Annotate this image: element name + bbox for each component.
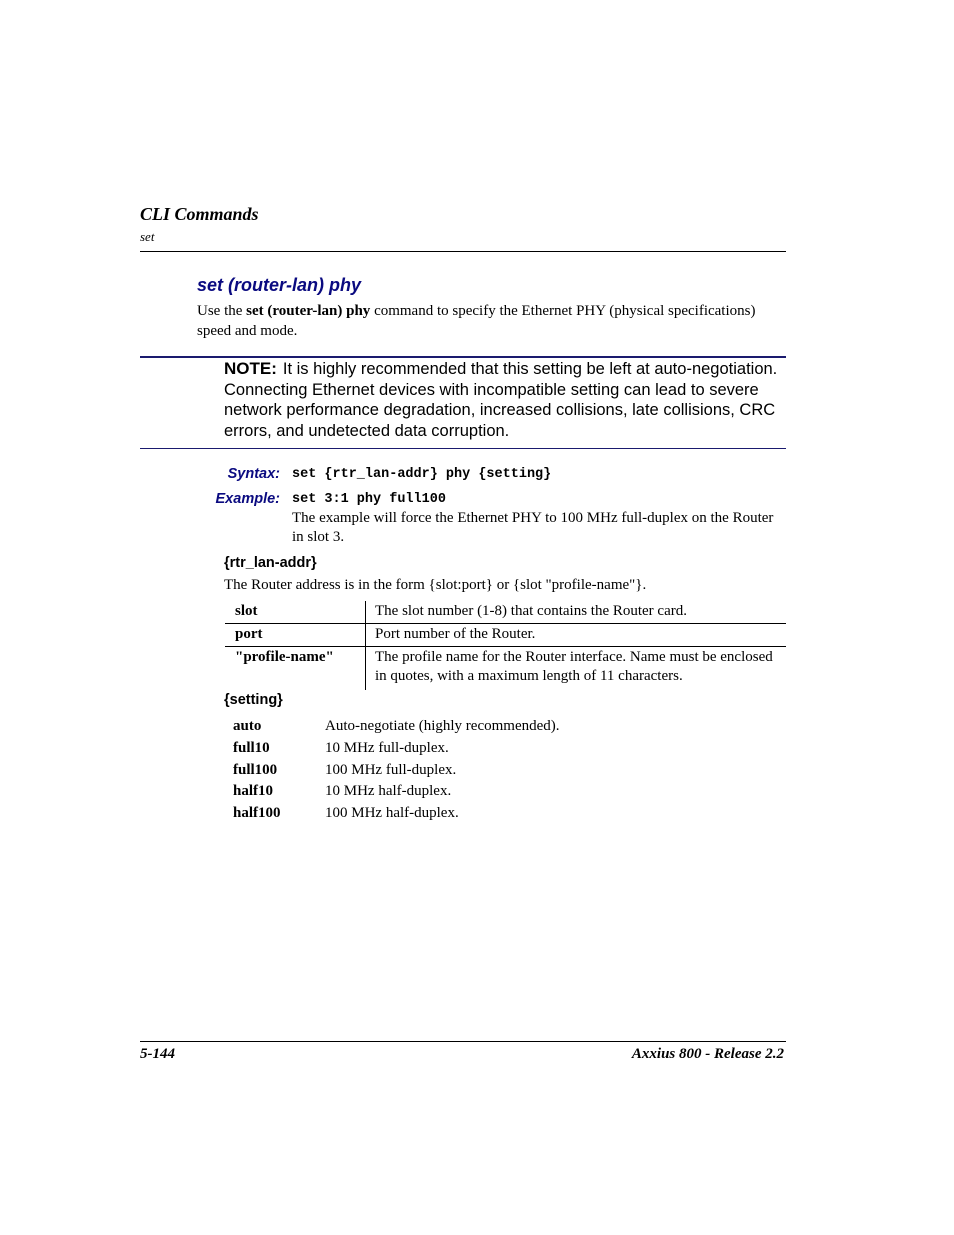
table-row [225,624,786,647]
setting-key: half10 [233,783,274,800]
list-item [233,803,560,825]
setting-value: 100 MHz half-duplex. [325,805,459,822]
setting-value: 100 MHz full-duplex. [325,761,457,778]
page-number: 5-144 [140,1046,175,1062]
syntax-label: Syntax: [227,466,280,482]
page-header-subtitle: set [140,229,155,244]
rtr-lan-addr-table [225,601,786,690]
intro-command: set (router-lan) phy [246,303,371,319]
page-header-title: CLI Commands [140,204,259,224]
setting-heading: {setting} [224,692,283,708]
setting-key: auto [233,718,262,734]
setting-key: half100 [233,805,281,822]
table-value: Port number of the Router. [366,624,787,647]
section-title: set (router-lan) phy [197,275,362,295]
footer-divider [140,1041,786,1042]
footer-product: Axxius 800 - Release 2.2 [631,1046,784,1062]
setting-value: Auto-negotiate (highly recommended). [325,718,560,734]
header-divider [140,251,786,252]
intro-post: command to specify the Ethernet PHY (physical specifications) speed and mode. [197,303,756,339]
note-text: It is highly recommended that this setting be left at auto-negotiation. Connecting Ethernet devices with incompatible setting can lead to severe network performance degradation, increased collisions, late collisions, CRC errors, and undetected data corruption. [224,360,778,440]
setting-key: full10 [233,739,270,756]
setting-key: full100 [233,761,278,778]
setting-list [233,716,560,825]
table-value: The profile name for the Router interface. Name must be enclosed in quotes, with a maximum length of 11 characters. [366,647,787,691]
syntax-value: set {rtr_lan-addr} phy {setting} [292,467,552,482]
rtr-lan-addr-description: The Router address is in the form {slot:port} or {slot "profile-name"}. [224,577,647,593]
section-intro [197,301,787,341]
example-description: The example will force the Ethernet PHY to 100 MHz full-duplex on the Router in slot 3. [292,510,774,545]
table-key: port [225,624,366,647]
table-key: slot [225,601,366,624]
note-bottom-rule [140,448,786,449]
example-value: set 3:1 phy full100 [292,492,446,507]
table-row [225,647,786,691]
note-box [224,359,786,441]
list-item [233,716,560,738]
table-key: "profile-name" [225,647,366,691]
note-top-rule [140,356,786,358]
table-row [225,601,786,624]
table-value: The slot number (1-8) that contains the Router card. [375,603,687,619]
setting-value: 10 MHz half-duplex. [325,783,452,800]
list-item [233,781,560,803]
list-item [233,760,560,782]
intro-pre: Use the [197,303,247,319]
note-label: NOTE: [224,359,277,378]
setting-value: 10 MHz full-duplex. [325,739,449,756]
list-item [233,738,560,760]
example-label: Example: [215,491,280,507]
rtr-lan-addr-heading: {rtr_lan-addr} [224,555,317,571]
